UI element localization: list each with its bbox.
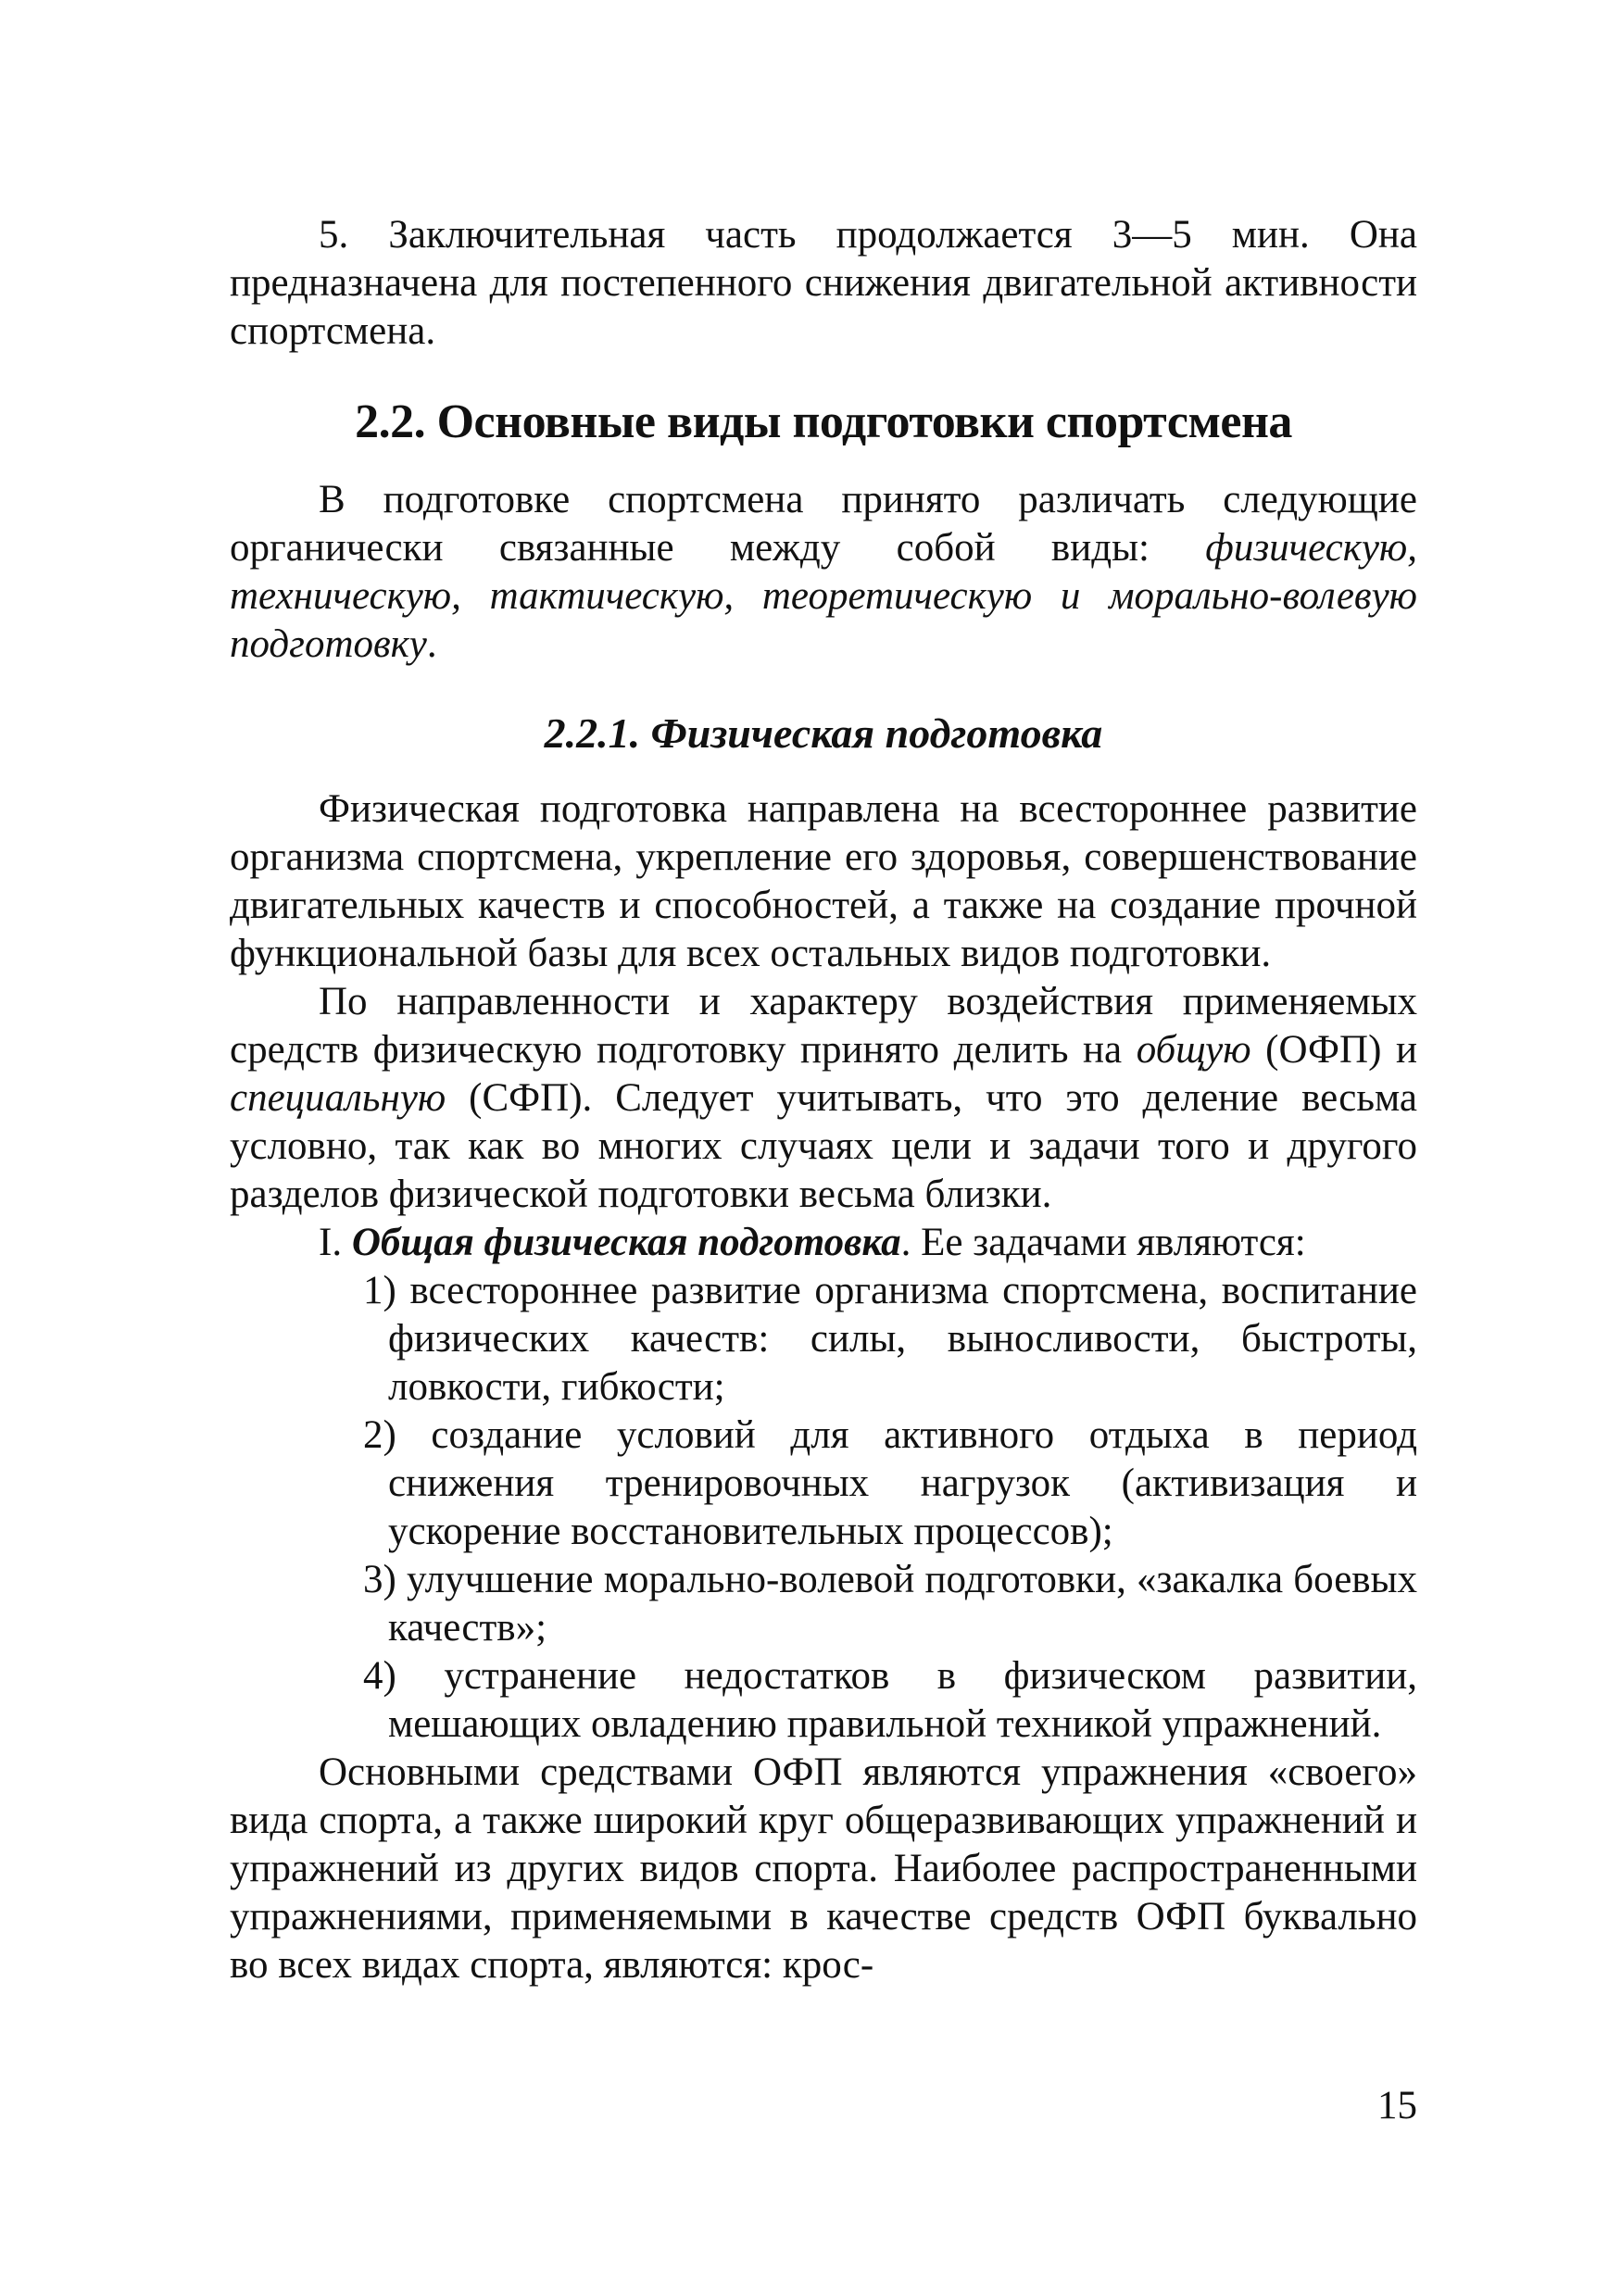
list-item: 3) улучшение морально-волевой подготовки, «закалка боевых качеств»; — [363, 1558, 1417, 1650]
section-heading: 2.2. Основные виды подготовки спортсмена — [355, 395, 1292, 448]
paragraph-ofp-intro — [230, 1219, 1417, 1267]
page-number: 15 — [1377, 2084, 1417, 2127]
paragraph-physical-training: Физическая подготовка направлена на всестороннее развитие организма спортсмена, укрепление его здоровья, совершенствование двигательных качеств и способностей, а также на создание прочной функциональной базы для всех остальных видов подготовки. — [230, 787, 1417, 975]
ofp-intro-term: Общая физическая подготовка — [351, 1221, 901, 1264]
list-item: 1) всестороннее развитие организма спортсмена, воспитание физических качеств: силы, выносливости, быстроты, ловкости, гибкости; — [363, 1269, 1417, 1409]
list-item: 4) устранение недостатков в физическом развитии, мешающих овладению правильной техникой упражнений. — [363, 1654, 1417, 1746]
paragraph-ofp-sfp-division — [230, 978, 1417, 1219]
paragraph-final-part: 5. Заключительная часть продолжается 3—5 мин. Она предназначена для постепенного снижения двигательной активности спортсмена. — [230, 213, 1417, 353]
training-types-lead: В подготовке спортсмена принято различать следующие органически связанные между собой виды: — [230, 478, 1417, 570]
division-general-term: общую — [1136, 1028, 1251, 1072]
ofp-task-list — [363, 1267, 1417, 1749]
paragraph-ofp-means: Основными средствами ОФП являются упражнения «своего» вида спорта, а также широкий круг общеразвивающих упражнений и упражнений из других видов спорта. Наиболее распространенными упражнениями, применяемыми в качестве средств ОФП буквально во всех видах спорта, являются: крос- — [230, 1750, 1417, 1987]
division-special-term: специальную — [230, 1076, 446, 1120]
ofp-intro-rest: . Ее задачами являются: — [900, 1221, 1306, 1264]
division-part3: (СФП). Следует учитывать, что это деление весьма условно, так как во многих случаях цели и задачи того и другого разделов физической подготовки весьма близки. — [230, 1076, 1417, 1216]
subsection-heading: 2.2.1. Физическая подготовка — [544, 709, 1103, 757]
ofp-intro-number: I. — [319, 1221, 352, 1264]
training-types-list: физическую, техническую, тактическую, теоретическую и морально-волевую подготовку — [230, 526, 1417, 666]
training-types-tail: . — [426, 622, 437, 666]
division-part2: (ОФП) и — [1250, 1028, 1417, 1072]
list-item: 2) создание условий для активного отдыха в период снижения тренировочных нагрузок (активизация и ускорение восстановительных процессов); — [363, 1413, 1417, 1553]
division-part1: По направленности и характеру воздействия применяемых средств физическую подготовку принято делить на — [230, 980, 1417, 1072]
paragraph-training-types — [230, 476, 1417, 669]
page-body — [230, 211, 1417, 1989]
